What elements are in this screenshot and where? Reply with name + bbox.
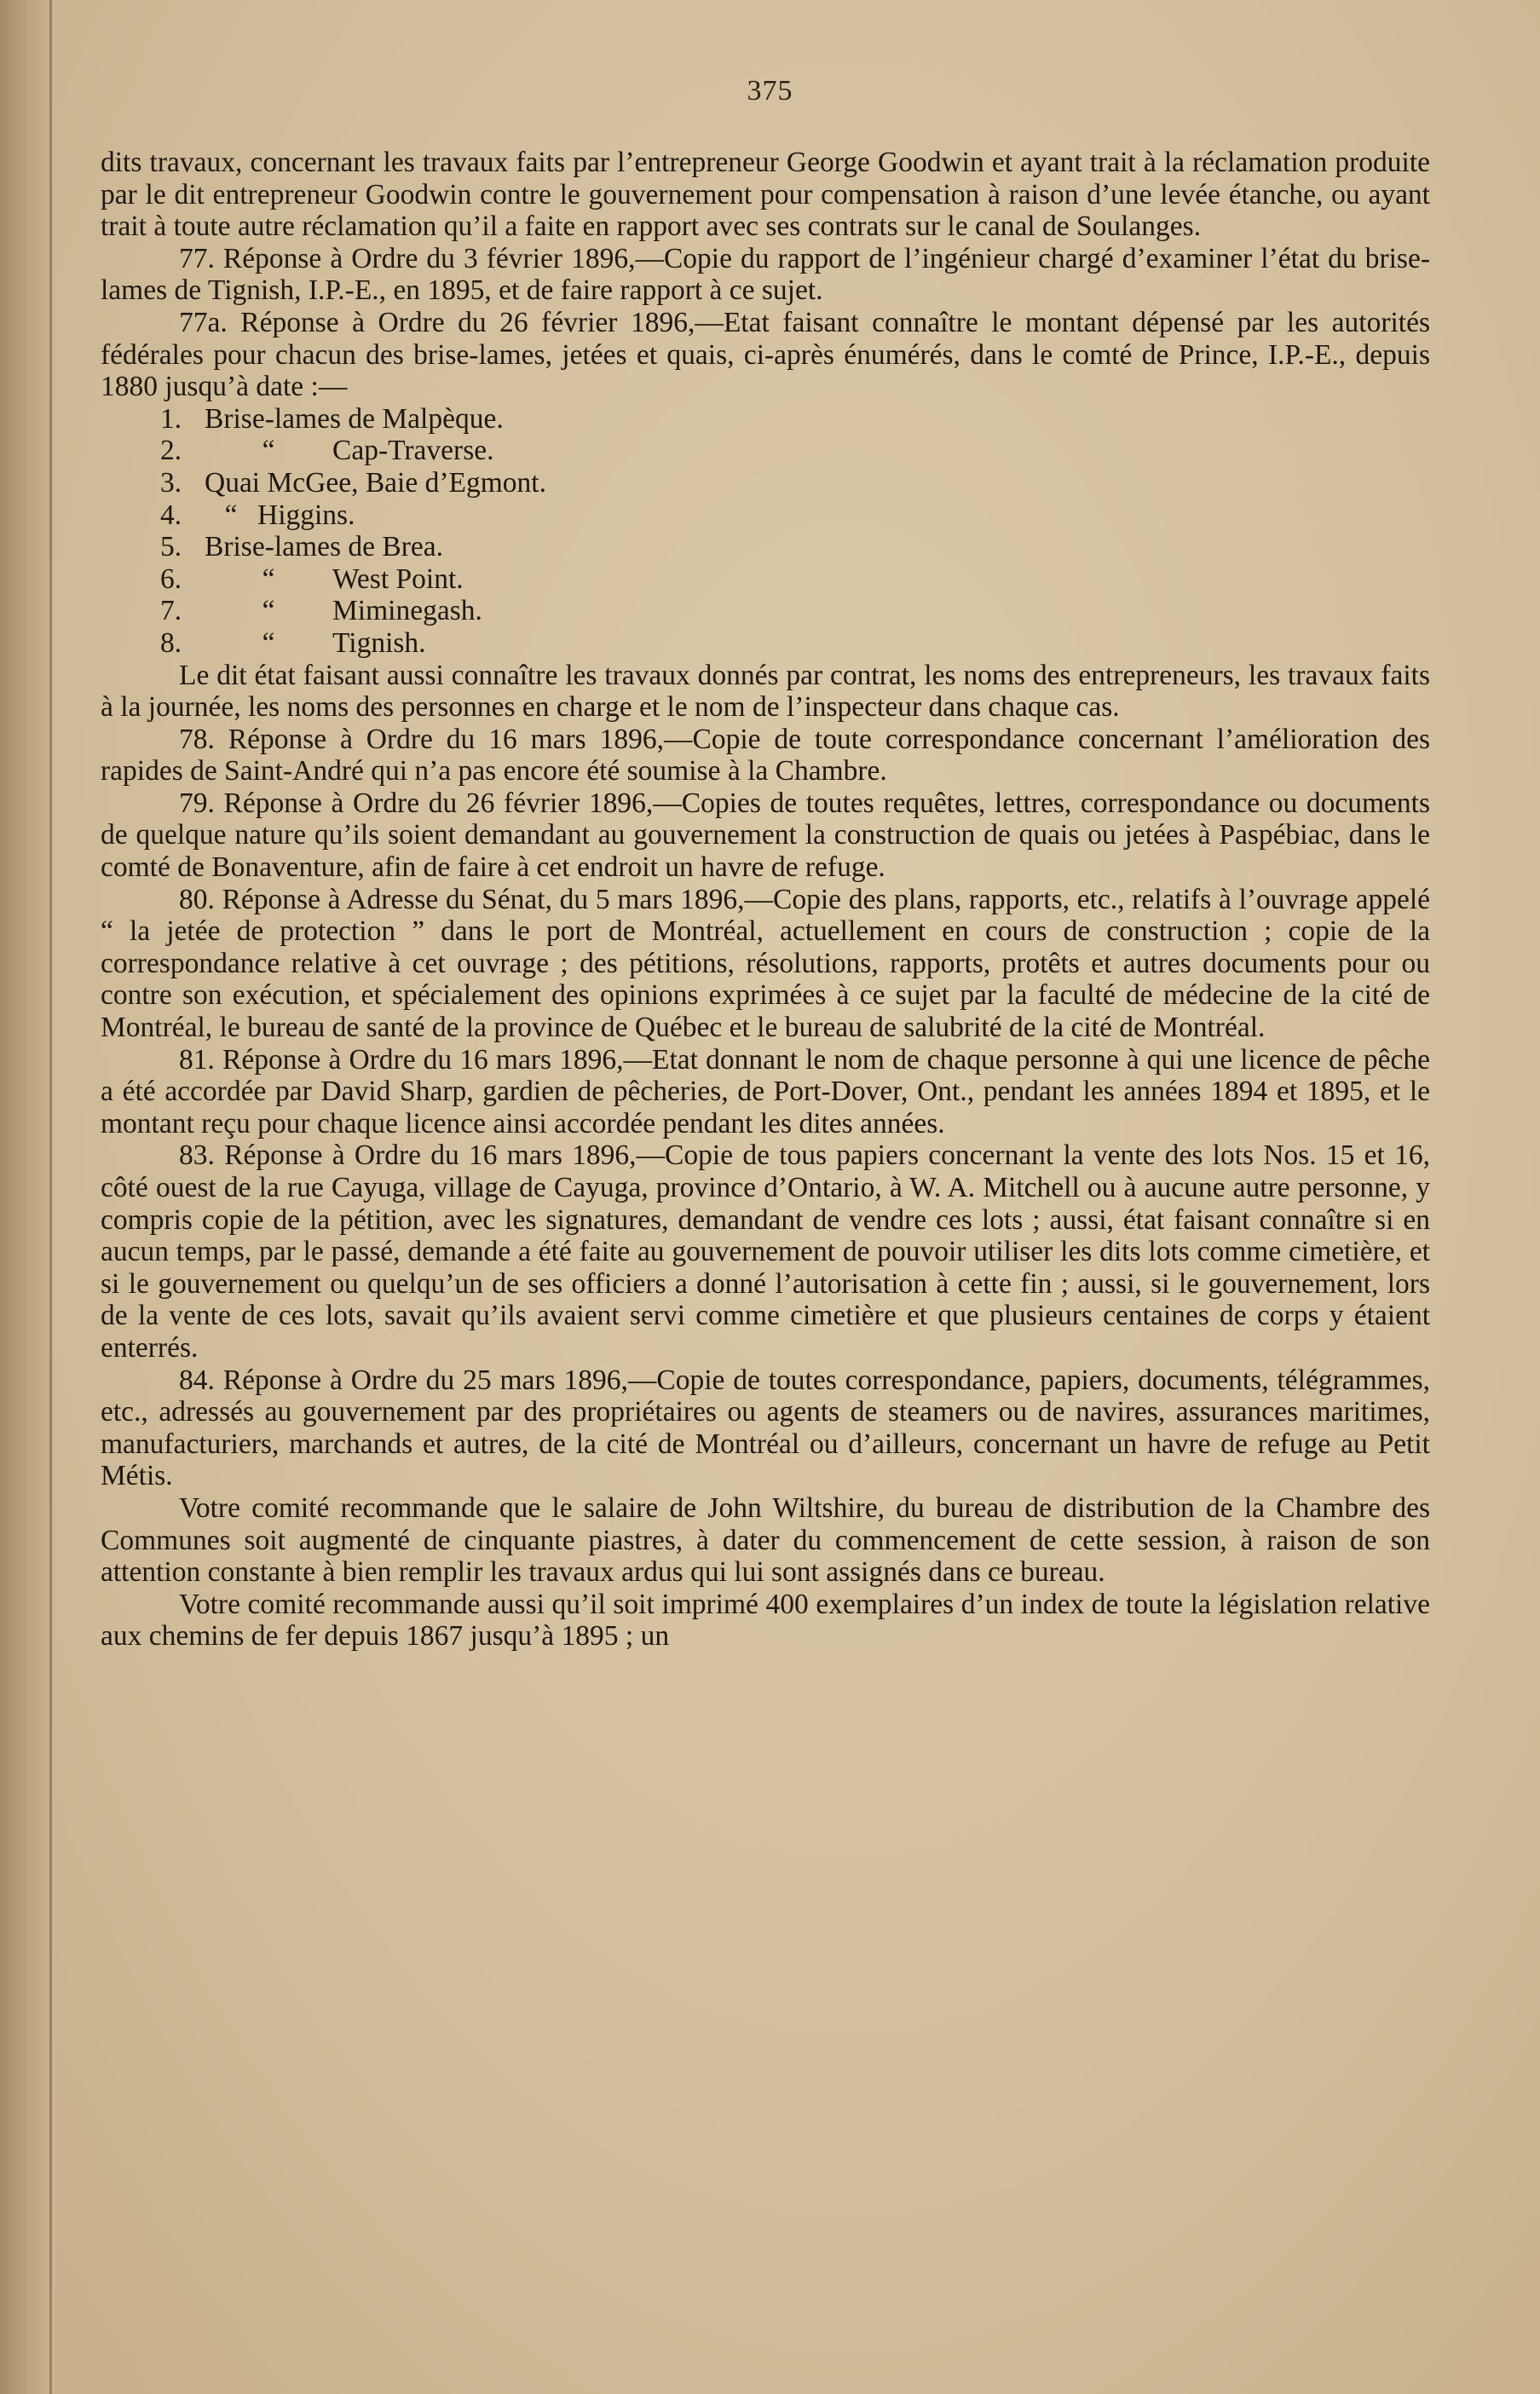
list-item-text: Brise-lames de Malpèque. xyxy=(205,402,504,435)
list-item-number: 8. xyxy=(160,626,182,659)
list-item-number: 6. xyxy=(160,562,182,595)
list-item xyxy=(160,595,1430,627)
list-item-number: 2. xyxy=(160,435,182,467)
page-binding-edge xyxy=(0,0,55,2394)
list-item-text: Tignish. xyxy=(332,626,426,659)
paragraph-81: 81. Réponse à Ordre du 16 mars 1896,—Etat donnant le nom de chaque personne à qui une licence de pêche a été accordée par David Sharp, gardien de pêcheries, de Port-Dover, Ont., pendant les années 1894 et 1895, et le montant reçu pour chaque licence ainsi accordée pendant les dites années. xyxy=(101,1043,1430,1139)
list-item-number: 7. xyxy=(160,595,182,627)
ditto-mark: “ xyxy=(262,595,275,627)
list-item-text: Brise-lames de Brea. xyxy=(205,531,443,563)
binding-crease xyxy=(49,0,52,2394)
paragraph-80: 80. Réponse à Adresse du Sénat, du 5 mars 1896,—Copie des plans, rapports, etc., relatifs à l’ouvrage appelé “ la jetée de protection ” dans le port de Montréal, actuellement en cours de construction ; copie de la correspondance relative à cet ouvrage ; des pétitions, résolutions, rapports, protêts et autres documents pour ou contre son exécution, et spécialement des opinions exprimées à ce sujet par la faculté de médecine de la cité de Montréal, le bureau de santé de la province de Québec et le bureau de salubrité de la cité de Montréal. xyxy=(101,883,1430,1044)
list-item-text: Quai McGee, Baie d’Egmont. xyxy=(205,466,546,499)
list-item xyxy=(160,499,1430,532)
paragraph-continuation: dits travaux, concernant les travaux faits par l’entrepreneur George Goodwin et ayant trait à la réclamation produite par le dit entrepreneur Goodwin contre le gouvernement pour compensation à raison d’une levée étanche, ou ayant trait à toute autre réclamation qu’il a faite en rapport avec ses contrats sur le canal de Soulanges. xyxy=(101,147,1430,243)
ditto-mark: “ xyxy=(262,435,275,467)
list-item xyxy=(160,467,1430,499)
paragraph-84: 84. Réponse à Ordre du 25 mars 1896,—Copie de toutes correspondance, papiers, documents, télégrammes, etc., adressés au gouvernement par des propriétaires ou agents de steamers ou de navires, assurances maritimes, manufacturiers, marchands et autres, de la cité de Montréal ou d’ailleurs, concernant un havre de refuge au Petit Métis. xyxy=(101,1364,1430,1492)
list-item-number: 1. xyxy=(160,402,182,435)
paragraph-salary-recommendation: Votre comité recommande que le salaire de John Wiltshire, du bureau de distribution de la Chambre des Communes soit augmenté de cinquante piastres, à dater du commencement de cette session, à raison de son attention constante à bien remplir les travaux ardus qui lui sont assignés dans ce bureau. xyxy=(101,1491,1430,1589)
list-item-number: 3. xyxy=(160,466,182,499)
list-item-text: Higgins. xyxy=(257,499,355,531)
paragraph-index-recommendation: Votre comité recommande aussi qu’il soit imprimé 400 exemplaires d’un index de toute la législation relative aux chemins de fer depuis 1867 jusqu’à 1895 ; un xyxy=(101,1588,1430,1653)
ditto-mark: “ xyxy=(262,626,275,659)
list-item-number: 5. xyxy=(160,531,182,563)
ditto-mark: “ xyxy=(262,562,275,595)
ditto-mark: “ xyxy=(224,499,238,531)
paragraph-77a: 77a. Réponse à Ordre du 26 février 1896,—Etat faisant connaître le montant dépensé par les autorités fédérales pour chacun des brise-lames, jetées et quais, ci-après énumérés, dans le comté de Prince, I.P.-E., depuis 1880 jusqu’à date :— xyxy=(101,306,1430,403)
list-item xyxy=(160,435,1430,467)
page-number: 375 xyxy=(747,75,793,107)
list-item xyxy=(160,563,1430,596)
list-item xyxy=(160,531,1430,563)
list-item xyxy=(160,403,1430,436)
paragraph-83: 83. Réponse à Ordre du 16 mars 1896,—Copie de tous papiers concernant la vente des lots Nos. 15 et 16, côté ouest de la rue Cayuga, village de Cayuga, province d’Ontario, à W. A. Mitchell ou à aucune autre personne, y compris copie de la pétition, avec les signatures, demandant de vendre ces lots ; aussi, état faisant connaître si en aucun temps, par le passé, demande a été faite au gouvernement de pouvoir utiliser les dits lots comme cimetière, et si le gouvernement ou quelqu’un de ses officiers a donné l’autorisation à cette fin ; aussi, si le gouvernement, lors de la vente de ces lots, savait qu’ils avaient servi comme cimetière et que plusieurs centaines de corps y étaient enterrés. xyxy=(101,1139,1430,1364)
paragraph-79: 79. Réponse à Ordre du 26 février 1896,—Copies de toutes requêtes, lettres, correspondance ou documents de quelque nature qu’ils soient demandant au gouvernement la construction de quais ou jetées à Paspébiac, dans le comté de Bonaventure, afin de faire à cet endroit un havre de refuge. xyxy=(101,787,1430,884)
list-item-text: Cap-Traverse. xyxy=(332,435,494,467)
list-item xyxy=(160,627,1430,660)
paragraph-78: 78. Réponse à Ordre du 16 mars 1896,—Copie de toute correspondance concernant l’amélioration des rapides de Saint-André qui n’a pas encore été soumise à la Chambre. xyxy=(101,723,1430,787)
list-item-number: 4. xyxy=(160,499,182,531)
list-item-text: West Point. xyxy=(332,562,464,595)
list-item-text: Miminegash. xyxy=(332,595,482,627)
paragraph-77: 77. Réponse à Ordre du 3 février 1896,—Copie du rapport de l’ingénieur chargé d’examiner l’état du brise-lames de Tignish, I.P.-E., en 1895, et de faire rapport à ce sujet. xyxy=(101,242,1430,307)
breakwater-list xyxy=(101,403,1430,660)
document-body xyxy=(101,147,1430,1653)
paragraph-77a-tail: Le dit état faisant aussi connaître les travaux donnés par contrat, les noms des entrepreneurs, les travaux faits à la journée, les noms des personnes en charge et le nom de l’inspecteur dans chaque cas. xyxy=(101,659,1430,724)
